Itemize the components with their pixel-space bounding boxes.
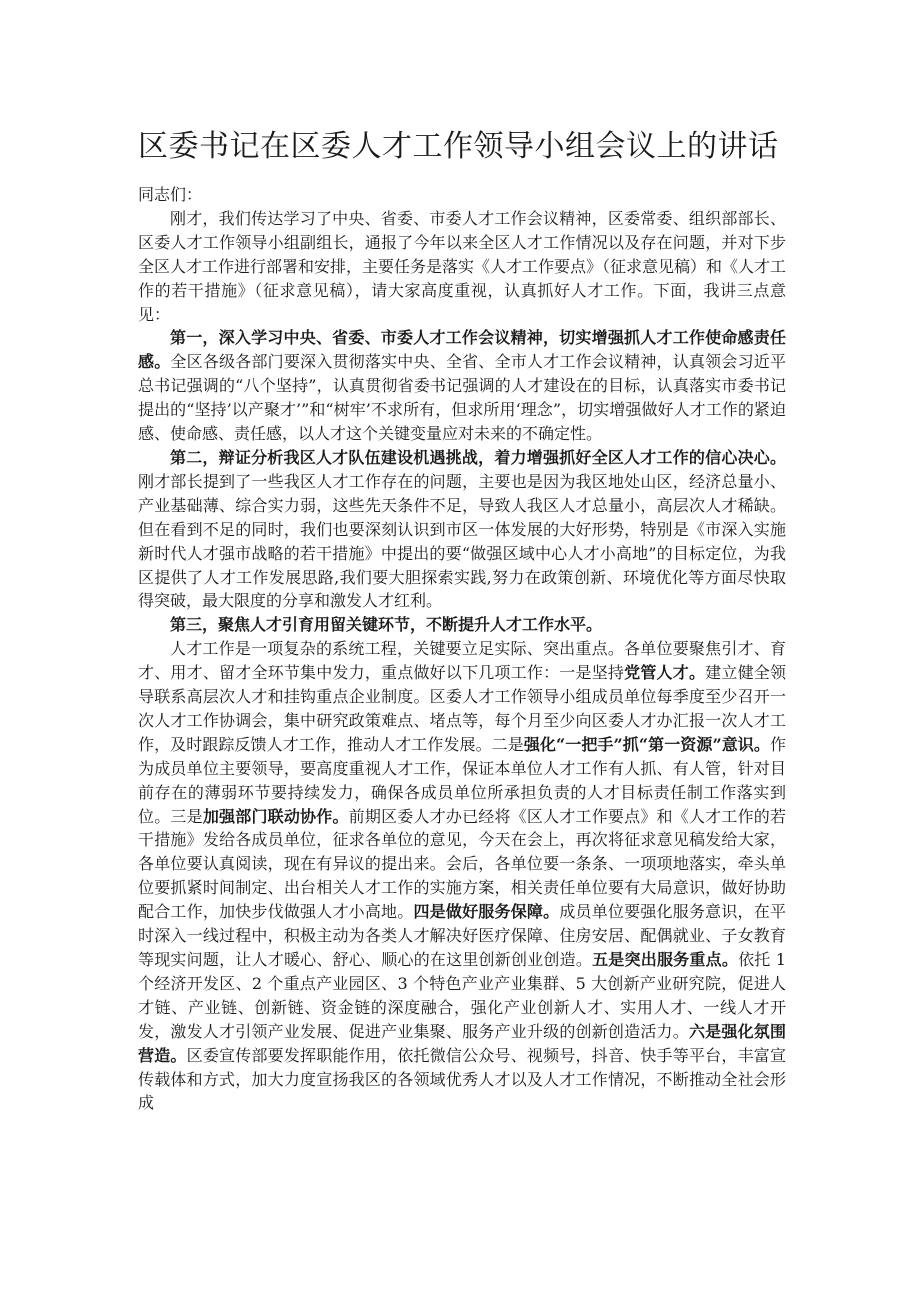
item-three-bold: 加强部门联动协作。 (202, 806, 349, 826)
item-four-bold: 四是做好服务保障。 (413, 902, 560, 922)
body-text-7: 区委宣传部要发挥职能作用，依托微信公众号、视频号，抖音、快手等平台，丰富宣传载体和方式，加大力度宣扬我区的各领域优秀人才以及人才工作情况，不断推动全社会形成 (138, 1045, 786, 1113)
point-three-body-paragraph (138, 637, 786, 1115)
item-two-bold: 强化“一把手”抓“第一资源”意识。 (523, 734, 770, 754)
point-three-heading-paragraph (138, 613, 786, 637)
item-six-bold: 六是强化氛围营造。 (138, 1021, 786, 1065)
point-one-text: 全区各级各部门要深入贯彻落实中央、全省、全市人才工作会议精神，认真领会习近平总书记强调的“八个坚持”，认真贯彻省委书记强调的人才建设在的目标，认真落实市委书记提出的“坚持’以产聚才’”和“树牢’不求所有，但求所用‘理念”，切实增强做好人才工作的紧迫感、使命感、责任感，以人才这个关键变量应对未来的不确定性。 (138, 352, 786, 444)
body-text-3: 作为成员单位主要领导，要高度重视人才工作，保证本单位人才工作有人抓、有人管，针对目前存在的薄弱环节要持续发力，确保各成员单位所承担负责的人才目标责任制工作落实到位。三是 (138, 734, 786, 826)
item-five-bold: 五是突出服务重点。 (592, 950, 739, 969)
document-title: 区委书记在区委人才工作领导小组会议上的讲话 (138, 129, 779, 164)
document-body (138, 183, 786, 1115)
point-one-heading: 第一，深入学习中央、省委、市委人才工作会议精神，切实增强抓人才工作使命感责任感。 (138, 328, 786, 372)
item-one-bold: 党管人才。 (624, 663, 706, 683)
point-two-heading: 第二，辩证分析我区人才队伍建设机遇挑战，着力增强抓好全区人才工作的信心决心。 (170, 447, 786, 467)
body-text-1: 人才工作是一项复杂的系统工程，关键要立足实际、突出重点。各单位要聚焦引才、育才、用才、留才全环节集中发力，重点做好以下几项工作：一是坚持 (138, 639, 786, 683)
point-two-text: 刚才部长提到了一些我区人才工作存在的问题，主要也是因为我区地处山区，经济总量小、产业基础薄、综合实力弱，这些先天条件不足，导致人我区人才总量小，高层次人才稀缺。但在看到不足的同时，我们也要深刻认识到市区一体发展的大好形势，特别是《市深入实施新时代人才强市战略的若干措施》中提出的要“做强区域中心人才小高地”的目标定位，为我区提供了人才工作发展思路,我们要大胆探索实践,努力在政策创新、环境优化等方面尽快取得突破，最大限度的分享和激发人才红利。 (138, 471, 786, 611)
body-text-4: 前期区委人才办已经将《区人才工作要点》和《人才工作的若干措施》发给各成员单位，征求各单位的意见，今天在会上，再次将征求意见稿发给大家，各单位要认真阅读，现在有异议的提出来。会后，各单位要一条条、一项项地落实，牵头单位要抓紧时间制定、出台相关人才工作的实施方案，相关责任单位要有大局意识，做好协助配合工作，加快步伐做强人才小高地。 (138, 806, 786, 922)
point-one-paragraph (138, 326, 786, 446)
point-two-paragraph (138, 446, 786, 613)
body-text-5: 成员单位要强化服务意识，在平时深入一线过程中，积极主动为各类人才解决好医疗保障、住房安居、配偶就业、子女教育等现实问题，让人才暖心、舒心、顺心的在这里创新创业创造。 (138, 902, 786, 969)
body-text-6: 依托 1 个经济开发区、2 个重点产业园区、3 个特色产业产业集群、5 大创新产业研究院，促进人才链、产业链、创新链、资金链的深度融合，强化产业创新人才、实用人才、一线人才开发，激发人才引领产业发展、促进产业集聚、服务产业升级的创新创造活力。 (138, 950, 786, 1041)
point-three-heading: 第三，聚焦人才引育用留关键环节，不断提升人才工作水平。 (170, 615, 603, 635)
intro-paragraph: 刚才，我们传达学习了中央、省委、市委人才工作会议精神，区委常委、组织部部长、区委人才工作领导小组副组长，通报了今年以来全区人才工作情况以及存在问题，并对下步全区人才工作进行部署和安排，主要任务是落实《人才工作要点》（征求意见稿）和《人才工作的若干措施》（征求意见稿），请大家高度重视，认真抓好人才工作。下面，我讲三点意见： (138, 208, 787, 324)
body-text-2: 建立健全领导联系高层次人才和挂钩重点企业制度。区委人才工作领导小组成员单位每季度至少召开一次人才工作协调会，集中研究政策难点、堵点等，每个月至少向区委人才办汇报一次人才工作，及时跟踪反馈人才工作，推动人才工作发展。二是 (138, 663, 786, 754)
greeting: 同志们： (138, 185, 203, 204)
